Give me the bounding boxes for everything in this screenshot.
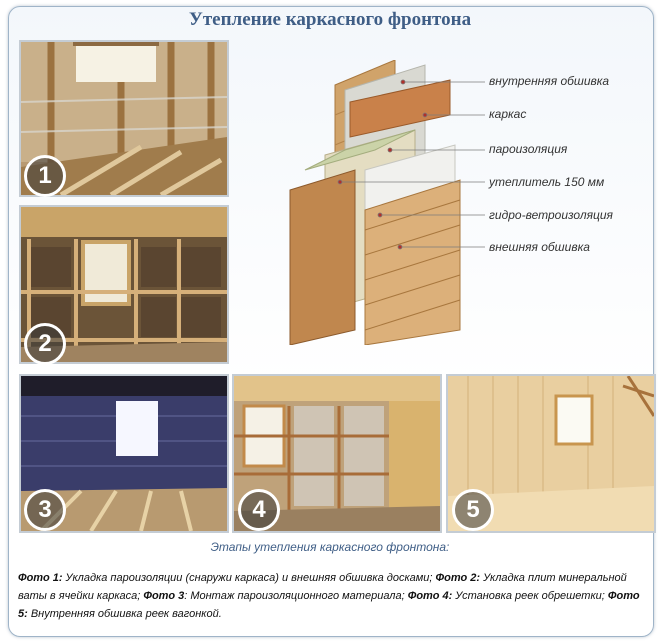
caption-photo-5-label: Фото 5: (18, 590, 640, 620)
label-inner-lining: внутренняя обшивка (489, 74, 610, 88)
caption-photo-1-text: Укладка пароизоляции (снаружи каркаса) и внешняя обшивка досками; (62, 572, 436, 584)
caption-photo-5-text: Внутренняя обшивка реек вагонкой. (27, 608, 222, 620)
caption-text (18, 569, 643, 623)
label-insulation: утеплитель 150 мм (489, 175, 605, 189)
label-frame: каркас (489, 107, 527, 121)
photo-3-number: 3 (24, 489, 66, 531)
photo-4-number: 4 (238, 489, 280, 531)
caption-title: Этапы утепления каркасного фронтона: (210, 540, 450, 554)
caption-photo-2-label: Фото 2: (435, 572, 481, 584)
caption-photo-4-text: Установка реек обрешетки; (452, 590, 608, 602)
photo-2-number: 2 (24, 323, 66, 365)
page-title: Утепление каркасного фронтона (188, 9, 472, 30)
photo-5-number: 5 (452, 489, 494, 531)
label-vapor-barrier: пароизоляция (489, 142, 568, 156)
caption-photo-1-label: Фото 1: (18, 572, 63, 584)
wall-layers-diagram (285, 60, 485, 345)
photo-1-number: 1 (24, 155, 66, 197)
caption-photo-4-label: Фото 4: (407, 590, 453, 602)
caption-photo-3-label: Фото 3 (143, 590, 185, 602)
label-wind-barrier: гидро-ветроизоляция (489, 208, 613, 222)
label-outer-lining: внешняя обшивка (489, 240, 590, 254)
caption-photo-3-text: : Монтаж пароизоляционного материала; (184, 590, 408, 602)
caption-photo-2-text: Укладка плит минеральной ваты в ячейки каркаса; (18, 572, 627, 602)
